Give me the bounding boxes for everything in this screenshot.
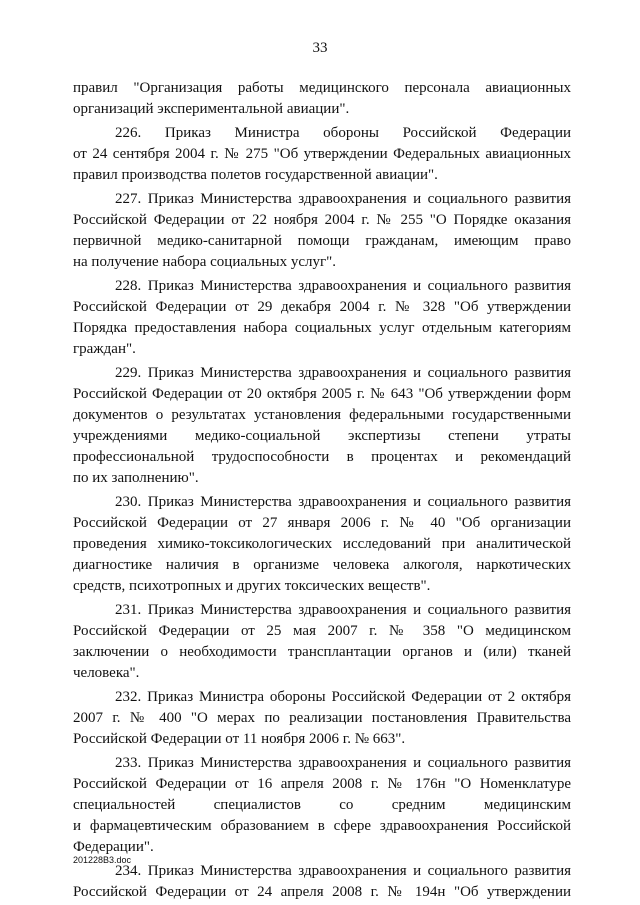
- text-line: Российской Федерации от 20 октября 2005 г. № 643 "Об утверждении форм: [73, 386, 571, 402]
- document-body: [73, 78, 571, 903]
- paragraph: [73, 492, 571, 597]
- page-number: 33: [312, 40, 328, 56]
- text-line: 226. Приказ Министра обороны Российской Федерации: [115, 125, 571, 141]
- text-line: диагностике наличия в организме человека алкоголя, наркотических: [73, 557, 571, 573]
- text-line: Российской Федерации от 25 мая 2007 г. № 358 "О медицинском: [73, 623, 571, 639]
- text-line: документов о результатах установления федеральными государственными: [73, 407, 571, 423]
- text-line: 230. Приказ Министерства здравоохранения и социального развития: [115, 494, 571, 510]
- text-line: и фармацевтическим образованием в сфере здравоохранения Российской: [73, 818, 571, 834]
- paragraph: [73, 600, 571, 684]
- text-line: средств, психотропных и других токсических веществ".: [73, 578, 431, 594]
- paragraph: [73, 123, 571, 186]
- text-line: 229. Приказ Министерства здравоохранения и социального развития: [115, 365, 571, 381]
- text-line: граждан".: [73, 341, 136, 357]
- text-line: человека".: [73, 665, 140, 681]
- text-line: Российской Федерации от 16 апреля 2008 г. № 176н "О Номенклатуре: [73, 776, 571, 792]
- text-line: 228. Приказ Министерства здравоохранения и социального развития: [115, 278, 571, 294]
- text-line: правил "Организация работы медицинского персонала авиационных: [73, 80, 571, 96]
- text-line: на получение набора социальных услуг".: [73, 254, 336, 270]
- text-line: Российской Федерации от 29 декабря 2004 г. № 328 "Об утверждении: [73, 299, 571, 315]
- text-line: заключении о необходимости трансплантации органов и (или) тканей: [73, 644, 571, 660]
- text-line: правил производства полетов государственной авиации".: [73, 167, 438, 183]
- paragraph: [73, 363, 571, 489]
- paragraph: [73, 753, 571, 858]
- paragraph: [73, 78, 571, 120]
- paragraph: [73, 861, 571, 903]
- text-line: профессиональной трудоспособности в процентах и рекомендаций: [73, 449, 571, 465]
- text-line: организаций экспериментальной авиации".: [73, 101, 350, 117]
- text-line: Федерации".: [73, 839, 154, 855]
- text-line: Российской Федерации от 27 января 2006 г. № 40 "Об организации: [73, 515, 571, 531]
- text-line: 233. Приказ Министерства здравоохранения и социального развития: [115, 755, 571, 771]
- paragraph: [73, 189, 571, 273]
- text-line: 227. Приказ Министерства здравоохранения и социального развития: [115, 191, 571, 207]
- text-line: 232. Приказ Министра обороны Российской Федерации от 2 октября: [115, 689, 571, 705]
- text-line: первичной медико-санитарной помощи гражданам, имеющим право: [73, 233, 571, 249]
- text-line: от 24 сентября 2004 г. № 275 "Об утверждении Федеральных авиационных: [73, 146, 571, 162]
- footer-filename: 201228B3.doc: [73, 855, 132, 865]
- text-line: по их заполнению".: [73, 470, 199, 486]
- paragraph: [73, 276, 571, 360]
- text-line: Российской Федерации от 11 ноября 2006 г. № 663".: [73, 731, 406, 747]
- text-line: проведения химико-токсикологических исследований при аналитической: [73, 536, 571, 552]
- text-line: Российской Федерации от 24 апреля 2008 г. № 194н "Об утверждении: [73, 884, 571, 900]
- paragraph: [73, 687, 571, 750]
- text-line: специальностей специалистов со средним медицинским: [73, 797, 571, 813]
- text-line: Порядка предоставления набора социальных услуг отдельным категориям: [73, 320, 571, 336]
- text-line: 234. Приказ Министерства здравоохранения и социального развития: [115, 863, 571, 879]
- text-line: Российской Федерации от 22 ноября 2004 г. № 255 "О Порядке оказания: [73, 212, 571, 228]
- text-line: 231. Приказ Министерства здравоохранения и социального развития: [115, 602, 571, 618]
- text-line: учреждениями медико-социальной экспертизы степени утраты: [73, 428, 571, 444]
- text-line: 2007 г. № 400 "О мерах по реализации постановления Правительства: [73, 710, 571, 726]
